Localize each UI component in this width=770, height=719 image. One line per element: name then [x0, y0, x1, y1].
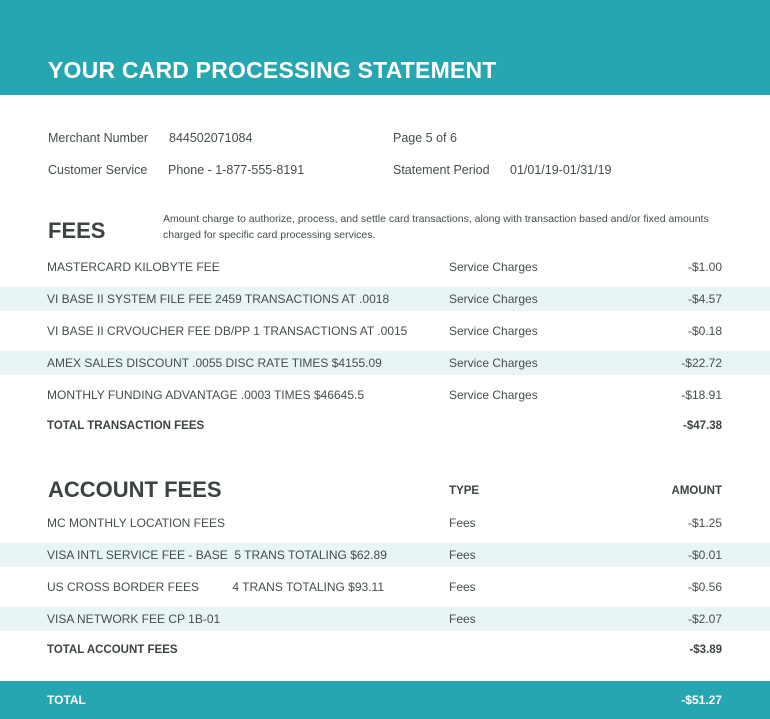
total-transaction-fees-value: -$47.38 [682, 420, 722, 432]
fees-section-title: FEES [48, 218, 106, 243]
fees-description: Amount charge to authorize, process, and settle card transactions, along with transaction based and/or fixed amounts charged for specific card processing services. [163, 213, 709, 241]
row-amount: -$22.72 [681, 356, 722, 370]
grand-total-value: -$51.27 [681, 693, 722, 707]
row-amount: -$0.01 [687, 548, 722, 562]
row-description: VI BASE II CRVOUCHER FEE DB/PP 1 TRANSACTIONS AT .0015 [47, 324, 408, 338]
statement-period-label: Statement Period [393, 163, 490, 177]
total-account-fees-value: -$3.89 [689, 644, 722, 656]
total-transaction-fees-row [0, 415, 770, 439]
row-description: US CROSS BORDER FEES 4 TRANS TOTALING $93.11 [47, 580, 384, 594]
row-type: Service Charges [449, 260, 538, 274]
page-indicator: Page 5 of 6 [393, 131, 457, 145]
table-row [0, 383, 770, 407]
table-row [0, 319, 770, 343]
row-type: Service Charges [449, 356, 538, 370]
grand-total-label: TOTAL [47, 693, 86, 707]
row-description: VI BASE II SYSTEM FILE FEE 2459 TRANSACTIONS AT .0018 [47, 292, 390, 306]
total-account-fees-row [0, 639, 770, 663]
table-row [0, 511, 770, 535]
row-description: MONTHLY FUNDING ADVANTAGE .0003 TIMES $46645.5 [47, 388, 364, 402]
row-type: Fees [449, 612, 476, 626]
statement-header [0, 0, 770, 95]
row-amount: -$4.57 [687, 292, 722, 306]
row-amount: -$2.07 [687, 612, 722, 626]
type-column-header: TYPE [449, 485, 480, 497]
amount-column-header: AMOUNT [671, 485, 722, 497]
row-amount: -$1.00 [687, 260, 722, 274]
customer-service-value: Phone - 1-877-555-8191 [168, 163, 305, 177]
row-description: VISA INTL SERVICE FEE - BASE 5 TRANS TOTALING $62.89 [47, 548, 387, 562]
row-type: Service Charges [449, 388, 538, 402]
row-amount: -$18.91 [681, 388, 722, 402]
grand-total-bar [0, 681, 770, 719]
table-row [0, 255, 770, 279]
row-type: Service Charges [449, 324, 538, 338]
statement-period-value: 01/01/19-01/31/19 [510, 163, 612, 177]
row-type: Service Charges [449, 292, 538, 306]
row-description: AMEX SALES DISCOUNT .0055 DISC RATE TIMES $4155.09 [47, 356, 382, 370]
table-row [0, 575, 770, 599]
row-description: VISA NETWORK FEE CP 1B-01 [47, 612, 221, 626]
table-row [0, 287, 770, 311]
table-row [0, 543, 770, 567]
table-row [0, 607, 770, 631]
statement-title: YOUR CARD PROCESSING STATEMENT [48, 57, 497, 83]
table-row [0, 351, 770, 375]
total-account-fees-label: TOTAL ACCOUNT FEES [47, 644, 178, 656]
account-fees-section-title: ACCOUNT FEES [48, 477, 222, 502]
row-type: Fees [449, 516, 476, 530]
row-description: MC MONTHLY LOCATION FEES [47, 516, 226, 530]
row-type: Fees [449, 548, 476, 562]
row-type: Fees [449, 580, 476, 594]
row-amount: -$0.56 [687, 580, 722, 594]
merchant-number-value: 844502071084 [169, 131, 253, 145]
merchant-number-label: Merchant Number [48, 131, 149, 145]
total-transaction-fees-label: TOTAL TRANSACTION FEES [47, 420, 205, 432]
row-description: MASTERCARD KILOBYTE FEE [47, 260, 220, 274]
row-amount: -$0.18 [687, 324, 722, 338]
row-amount: -$1.25 [687, 516, 722, 530]
customer-service-label: Customer Service [48, 163, 148, 177]
